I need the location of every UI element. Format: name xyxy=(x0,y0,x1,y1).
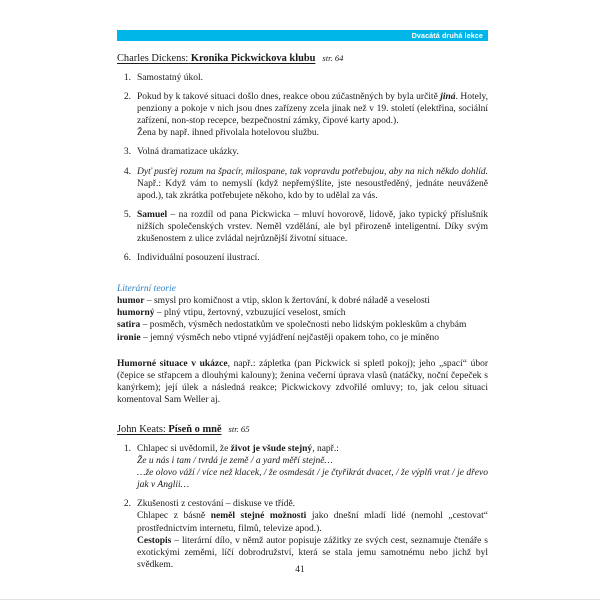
running-header-label: Dvacátá druhá lekce xyxy=(411,31,483,40)
theory-definition: – smysl pro komičnost a vtip, sklon k žertování, k dobré náladě a veselosti xyxy=(144,296,430,307)
dickens-heading-underlined xyxy=(117,53,315,64)
list-item-number: 3. xyxy=(123,147,131,158)
list-item-extra-line: Žena by např. ihned přivolala hotelovou službu. xyxy=(137,128,320,139)
humor-paragraph-rest: , např.: zápletka (pan Pickwick si spletl pokoj); jeho „spací“ úbor (čepice se střapcem a dlouhými kalouny); ženina večerní úprava vlasů (natáčky, noční čepeček s kanýrkem); její úlek a následná reakce; Pickwickovy zdvořilé omluvy; to, jak celou situaci komentoval Sam Weller aj. xyxy=(117,358,488,405)
theory-definition: – plný vtipu, žertovný, vzbuzující veselost, smích xyxy=(154,308,346,319)
keats-title: Píseň o mně xyxy=(168,423,222,435)
page-number: 41 xyxy=(295,565,305,575)
list-item-number: 5. xyxy=(123,209,131,220)
list-item-rest: , např.: xyxy=(312,443,339,454)
list-item-number: 1. xyxy=(123,443,131,454)
theory-term: Cestopis xyxy=(137,535,172,546)
dickens-answer-list xyxy=(117,72,488,264)
keats-work-heading xyxy=(117,423,488,436)
list-item xyxy=(117,146,488,158)
list-item xyxy=(117,91,488,139)
literary-theory-list xyxy=(117,295,488,343)
keats-answer-paragraph xyxy=(137,510,488,534)
running-header-band xyxy=(117,30,488,41)
list-item-rest: – na rozdíl od pana Pickwicka – mluví hovorově, lidově, jako typický příslušník nižších společenských vrstev. Neměl vzdělání, ale byl přirozeně inteligentní. Díky svým zkušenostem z ulice zvládal nejrůznější životní situace. xyxy=(137,209,488,245)
list-item-rest: . Hotely, penziony a pokoje v nich jsou dnes zařízeny zcela jinak než v 19. století (elektřina, sociální zařízení, non-stop recepce, bezpečnostní zámky, čipové karty apod.). xyxy=(137,92,488,127)
list-item xyxy=(117,319,488,331)
humor-situations-paragraph xyxy=(117,358,488,406)
theory-term: humor xyxy=(117,296,145,307)
keats-section xyxy=(117,423,488,571)
dickens-page-ref: str. 64 xyxy=(322,53,344,63)
keats-answer-list xyxy=(117,443,488,571)
list-item xyxy=(117,332,488,344)
list-item xyxy=(117,252,488,264)
keats-author: John Keats: xyxy=(117,423,166,435)
theory-term: satira xyxy=(117,320,141,331)
dickens-author: Charles Dickens: xyxy=(117,53,189,64)
dickens-work-heading xyxy=(117,52,488,65)
list-item-number: 1. xyxy=(123,73,131,83)
list-item xyxy=(117,307,488,319)
list-item-number: 4. xyxy=(123,166,131,177)
list-item-number: 6. xyxy=(123,253,131,264)
poem-line: …že olovo váží / více než klacek, / že osmdesát / je čtyřikrát dvacet, / že výplň vrat / je dřevo jak v Anglii… xyxy=(137,468,488,491)
list-item xyxy=(117,166,488,202)
list-item-emphasis: život je všude stejný xyxy=(230,443,313,454)
theory-term: ironie xyxy=(117,332,141,343)
list-item-rest: Např.: Když vám to nemyslí (když nepřemýšlíte, jste nesoustředěný, jednáte neuváženě apod.), tak zkrátka potřebujete někoho, kdo by to udělal za vás. xyxy=(137,178,488,201)
list-item-number: 2. xyxy=(123,499,131,510)
list-item xyxy=(117,498,488,571)
list-item-lead: Chlapec si uvědomil, že xyxy=(137,443,231,454)
list-item xyxy=(117,72,488,84)
list-item-italic-lead: Dyť pusťej rozum na špacír, milospane, tak vopravdu potřebujou, aby na nich někdo dohlíd. xyxy=(137,166,488,177)
list-item-lead: Zkušenosti z cestování – diskuse ve třídě. xyxy=(137,499,296,510)
dickens-title: Kronika Pickwickova klubu xyxy=(190,53,316,64)
list-item-number: 2. xyxy=(123,92,131,103)
list-item xyxy=(117,209,488,245)
theory-definition: – literární dílo, v němž autor popisuje zážitky ze svých cest, seznamuje čtenáře s exotickými zeměmi, líčí dobrodružství, která se stala jemu samotnému nebo jichž byl svědkem. xyxy=(137,535,488,570)
keats-page-ref: str. 65 xyxy=(228,423,250,434)
page-content xyxy=(117,30,488,571)
list-item-text: Volná dramatizace ukázky. xyxy=(137,147,239,158)
list-item-emphasis: jiná xyxy=(440,92,456,103)
theory-term: humorný xyxy=(117,308,155,319)
list-item-text: Samostatný úkol. xyxy=(137,73,203,83)
theory-definition: – jemný výsměch nebo vtipné vyjádření nejčastěji opakem toho, co je míněno xyxy=(140,332,439,343)
keats-paragraph-rest: jako dnešní mladí lidé (nemohl „cestovat“ prostřednictvím internetu, filmů, televize apod.). xyxy=(137,511,488,534)
list-item xyxy=(117,295,488,307)
humor-paragraph-lead: Humorné situace v ukázce xyxy=(117,358,228,369)
list-item xyxy=(117,443,488,491)
list-item-emphasis: Samuel xyxy=(137,209,168,220)
keats-paragraph-lead: Chlapec z básně xyxy=(137,511,211,522)
list-item-text: Individuální posouzení ilustrací. xyxy=(137,253,260,264)
theory-definition: – posměch, výsměch nedostatkům ve společnosti nebo lidským pokleskům a chybám xyxy=(140,320,467,331)
literary-theory-heading: Literární teorie xyxy=(117,284,176,295)
list-item-lead: Pokud by k takové situaci došlo dnes, reakce obou zúčastněných by byla určitě xyxy=(137,92,441,103)
poem-line: Že u nás i tam / tvrdá je země / a yard měří stejně… xyxy=(137,456,333,467)
keats-heading-underlined xyxy=(117,424,222,435)
keats-paragraph-emphasis: neměl stejné možnosti xyxy=(210,511,307,522)
